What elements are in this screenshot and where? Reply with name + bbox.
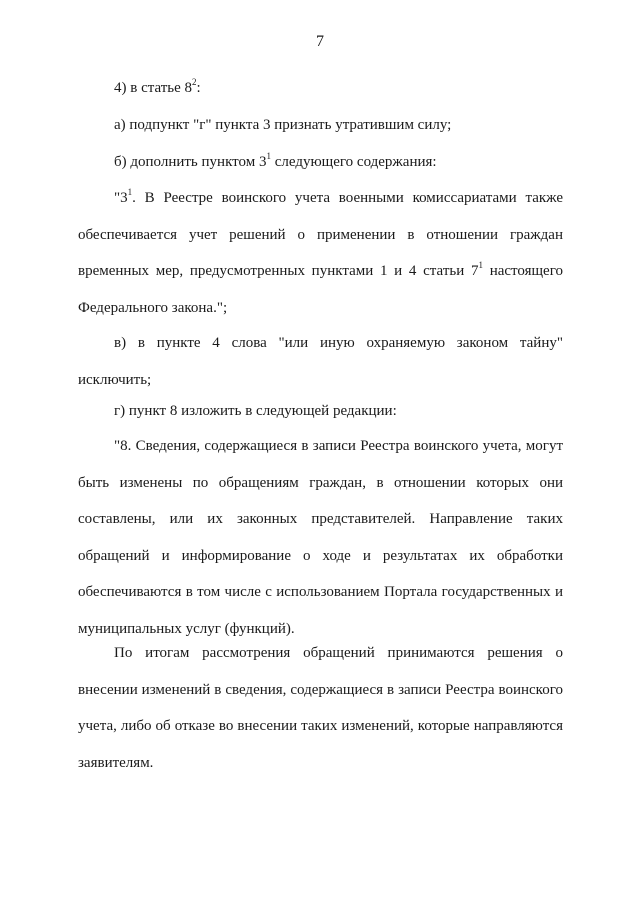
superscript: 1 xyxy=(127,187,133,197)
page-number: 7 xyxy=(316,33,324,50)
text: . В Реестре воинского учета военными комиссариатами также обеспечивается учет решений о применении в отношении граждан временных мер, предусмотренных пунктами 1 и 4 статьи 7 xyxy=(78,190,563,279)
paragraph-subitem-g: г) пункт 8 изложить в следующей редакции: xyxy=(114,403,397,419)
paragraph-subitem-v: в) в пункте 4 слова "или иную охраняемую законом тайну" исключить; xyxy=(78,335,563,388)
text: следующего содержания: xyxy=(270,154,437,170)
superscript: 1 xyxy=(266,151,271,161)
text: : xyxy=(196,80,201,96)
text: настоящего Федерального закона."; xyxy=(78,263,563,316)
text: б) дополнить пунктом 3 xyxy=(114,154,267,170)
paragraph-decisions: По итогам рассмотрения обращений принимаются решения о внесении изменений в сведения, содержащиеся в записи Реестра воинского учета, либо об отказе во внесении таких изменений, которые направляются заявителям. xyxy=(78,645,563,771)
superscript: 1 xyxy=(478,260,483,270)
paragraph-article-8-2 xyxy=(78,70,563,107)
superscript: 2 xyxy=(192,77,197,87)
paragraph-subitem-b xyxy=(78,144,563,181)
paragraph-quoted-point-8: "8. Сведения, содержащиеся в записи Реестра воинского учета, могут быть изменены по обращениям граждан, в отношении которых они составлены, или их законных представителей. Направление таких обращений и информирование о ходе и результатах их обработки обеспечиваются в том числе с использованием Портала государственных и муниципальных услуг (функций). xyxy=(78,438,563,637)
paragraph-subitem-a: а) подпункт "г" пункта 3 признать утратившим силу; xyxy=(114,117,452,133)
text: "3 xyxy=(114,190,128,206)
paragraph-quoted-point-3-1 xyxy=(78,180,563,326)
text: 4) в статье 8 xyxy=(114,80,193,96)
